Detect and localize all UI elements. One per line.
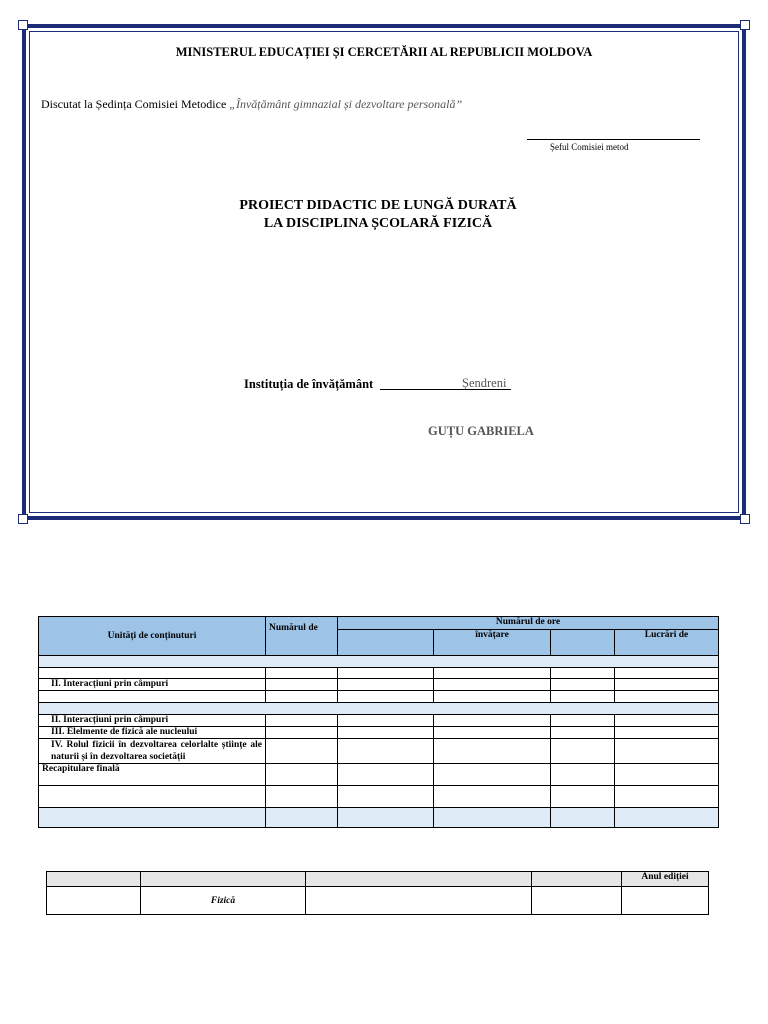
header-works: Lucrări de [615, 630, 719, 656]
corner-ornament [18, 514, 28, 524]
institution-label: Instituția de învățământ [244, 377, 374, 391]
header-units: Unități de conținuturi [39, 617, 266, 656]
commission-name: „Învățământ gimnazial și dezvoltare personală” [229, 97, 463, 111]
table-row [39, 715, 719, 727]
document-title-line1: PROIECT DIDACTIC DE LUNGĂ DURATĂ [239, 198, 517, 213]
header-number: Numărul de [266, 617, 338, 656]
corner-ornament [18, 20, 28, 30]
content-units-table [38, 616, 719, 828]
header-cell [551, 630, 615, 656]
unit-label: IV. Rolul fizicii în dezvoltarea celorlalte științe ale naturii și în dezvoltarea societății [39, 739, 266, 764]
table-row [39, 668, 719, 679]
signature-label: Șeful Comisiei metod [550, 142, 629, 152]
discussed-prefix: Discutat la Ședința Comisiei Metodice [41, 97, 230, 111]
table-row [39, 786, 719, 808]
table-header-row [39, 617, 719, 630]
table-row [39, 727, 719, 739]
table-row [39, 703, 719, 715]
unit-label: Recapitulare finală [39, 764, 266, 786]
table-row [39, 808, 719, 828]
unit-label: III. Elelmente de fizică ale nucleului [39, 727, 266, 739]
table-row [39, 679, 719, 691]
corner-ornament [740, 514, 750, 524]
header-hours: Numărul de ore [338, 617, 719, 630]
header-learning: învățare [434, 630, 551, 656]
table-row [39, 764, 719, 786]
document-title-line2: LA DISCIPLINA ȘCOLARĂ FIZICĂ [263, 216, 493, 231]
discussed-line [41, 97, 462, 112]
table-row [39, 691, 719, 703]
ministry-heading: MINISTERUL EDUCAȚIEI ȘI CERCETĂRII AL REPUBLICII MOLDOVA [175, 45, 593, 59]
institution-value: Șendreni [462, 376, 507, 390]
table-header-row [47, 872, 709, 887]
corner-ornament [740, 20, 750, 30]
textbook-table [46, 871, 709, 915]
author-name: GUȚU GABRIELA [428, 424, 534, 438]
signature-line [527, 139, 700, 140]
table-row [47, 887, 709, 915]
table-row [39, 739, 719, 764]
unit-label: II. Interacțiuni prin câmpuri [39, 679, 266, 691]
subject-cell: Fizică [141, 887, 306, 915]
header-edition-year: Anul ediției [622, 872, 709, 887]
table-row [39, 656, 719, 668]
unit-label: II. Interacțiuni prin câmpuri [39, 715, 266, 727]
header-cell [338, 630, 434, 656]
